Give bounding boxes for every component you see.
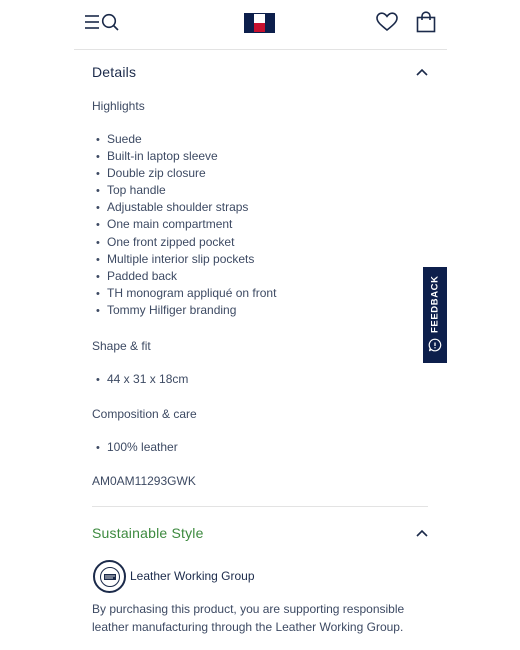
list-item: • Tommy Hilfiger branding (96, 302, 276, 319)
bag-icon[interactable] (416, 11, 436, 33)
site-header (74, 0, 447, 50)
feedback-label: FEEDBACK (429, 275, 441, 333)
shape-fit-list (96, 371, 188, 388)
feedback-tab[interactable] (423, 267, 447, 363)
list-item: • 44 x 31 x 18cm (96, 371, 188, 388)
product-code: AM0AM11293GWK (92, 474, 196, 488)
feedback-chat-icon (428, 338, 442, 352)
details-accordion-header[interactable] (92, 60, 428, 84)
list-item: • One main compartment (96, 216, 276, 233)
list-item: • 100% leather (96, 439, 178, 456)
composition-care-list (96, 439, 178, 456)
list-item: • TH monogram appliqué on front (96, 285, 276, 302)
list-item: • Adjustable shoulder straps (96, 199, 276, 216)
shape-fit-heading: Shape & fit (92, 339, 151, 353)
list-item: • Multiple interior slip pockets (96, 251, 276, 268)
brand-logo[interactable] (244, 13, 275, 33)
menu-search-group[interactable] (84, 11, 122, 33)
leather-working-group-logo (93, 560, 126, 593)
list-item: • Built-in laptop sleeve (96, 148, 276, 165)
sustainable-accordion-header[interactable] (92, 521, 428, 545)
highlights-list (96, 131, 276, 319)
chevron-up-icon (416, 68, 428, 76)
sustainable-title: Sustainable Style (92, 525, 204, 541)
composition-care-heading: Composition & care (92, 407, 197, 421)
heart-icon[interactable] (376, 12, 398, 32)
highlights-heading: Highlights (92, 99, 145, 113)
sustainable-description: By purchasing this product, you are supporting responsible leather manufacturing through the Leather Working Group. (92, 602, 405, 634)
leather-working-group-label: Leather Working Group (130, 569, 255, 583)
section-divider (92, 506, 428, 507)
menu-icon[interactable] (84, 11, 122, 33)
list-item: • Suede (96, 131, 276, 148)
search-icon (103, 15, 118, 30)
leather-working-group-icon (99, 566, 121, 588)
details-title: Details (92, 64, 137, 80)
list-item: • One front zipped pocket (96, 234, 276, 251)
list-item: • Top handle (96, 182, 276, 199)
list-item: • Double zip closure (96, 165, 276, 182)
chevron-up-icon (416, 529, 428, 537)
list-item: • Padded back (96, 268, 276, 285)
